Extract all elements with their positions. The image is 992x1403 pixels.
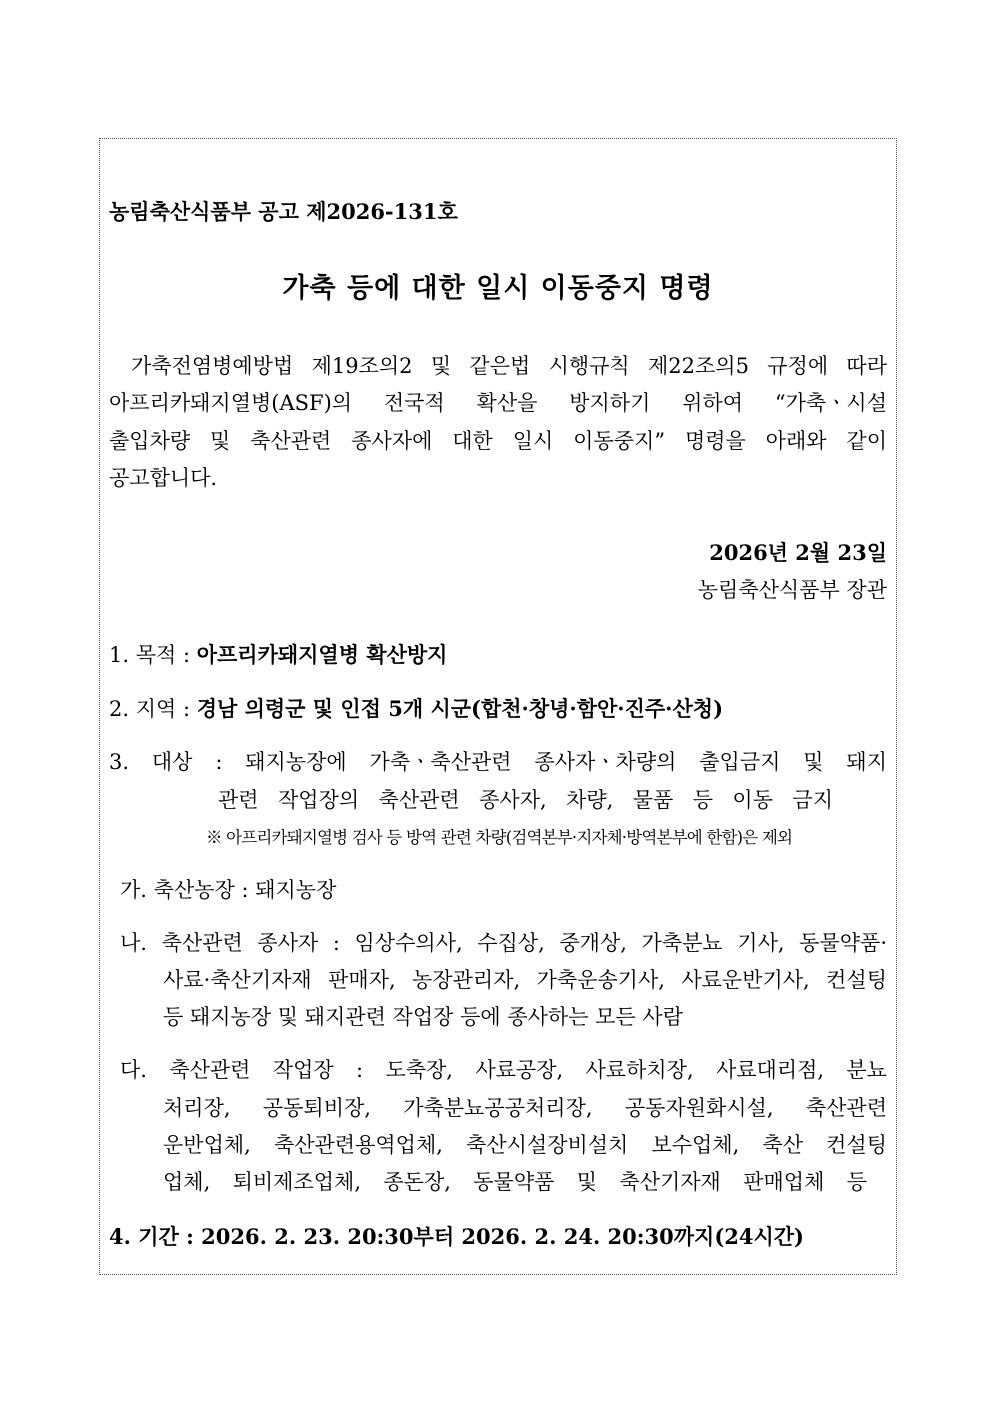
item-region xyxy=(109,694,723,724)
body-line-3: 출입차량 및 축산관련 종사자에 대한 일시 이동중지” 명령을 아래와 같이 xyxy=(109,429,887,453)
issuer: 농림축산식품부 장관 xyxy=(697,578,887,602)
notice-date: 2026년 2월 23일 xyxy=(709,540,887,565)
subitem-da-line-1: 다. 축산관련 작업장 : 도축장, 사료공장, 사료하치장, 사료대리점, 분뇨 xyxy=(120,1058,887,1082)
body-line-1: 가축전염병예방법 제19조의2 및 같은법 시행규칙 제22조의5 규정에 따라 xyxy=(131,354,887,378)
subitem-na-line-1: 나. 축산관련 종사자 : 임상수의사, 수집상, 중개상, 가축분뇨 기사, 동물약품· xyxy=(120,931,887,955)
subitem-da-line-4: 업체, 퇴비제조업체, 종돈장, 동물약품 및 축산기자재 판매업체 등 xyxy=(163,1170,867,1194)
item-purpose-label: 1. 목적 : xyxy=(109,643,197,667)
item-period: 4. 기간 : 2026. 2. 23. 20:30부터 2026. 2. 24. 20:30까지(24시간) xyxy=(109,1224,804,1249)
subitem-da-line-3: 운반업체, 축산관련용역업체, 축산시설장비설치 보수업체, 축산 컨설팅 xyxy=(163,1133,887,1157)
item-target-line-1: 3. 대상 : 돼지농장에 가축ㆍ축산관련 종사자ㆍ차량의 출입금지 및 돼지 xyxy=(109,750,887,774)
subitem-da-line-2: 처리장, 공동퇴비장, 가축분뇨공공처리장, 공동자원화시설, 축산관련 xyxy=(163,1096,887,1120)
item-region-value: 경남 의령군 및 인접 5개 시군(합천·창녕·함안·진주·산청) xyxy=(196,696,724,721)
subitem-na-line-2: 사료·축산기자재 판매자, 농장관리자, 가축운송기사, 사료운반기사, 컨설팅 xyxy=(163,968,887,992)
subitem-ga: 가. 축산농장 : 돼지농장 xyxy=(120,878,337,902)
body-line-4: 공고합니다. xyxy=(109,466,218,490)
notice-number: 농림축산식품부 공고 제2026-131호 xyxy=(109,199,458,224)
page-title: 가축 등에 대한 일시 이동중지 명령 xyxy=(282,273,714,304)
body-line-2: 아프리카돼지열병(ASF)의 전국적 확산을 방지하기 위하여 “가축ㆍ시설 xyxy=(109,391,887,415)
item-purpose xyxy=(109,640,447,670)
item-target-note: ※ 아프리카돼지열병 검사 등 방역 관련 차량(검역본부·지자체·방역본부에 한함)은 제외 xyxy=(206,828,793,847)
subitem-na-line-3: 등 돼지농장 및 돼지관련 작업장 등에 종사하는 모든 사람 xyxy=(163,1005,683,1029)
item-region-label: 2. 지역 : xyxy=(109,697,197,721)
item-purpose-value: 아프리카돼지열병 확산방지 xyxy=(196,642,448,667)
item-target-line-2: 관련 작업장의 축산관련 종사자, 차량, 물품 등 이동 금지 xyxy=(218,788,833,812)
